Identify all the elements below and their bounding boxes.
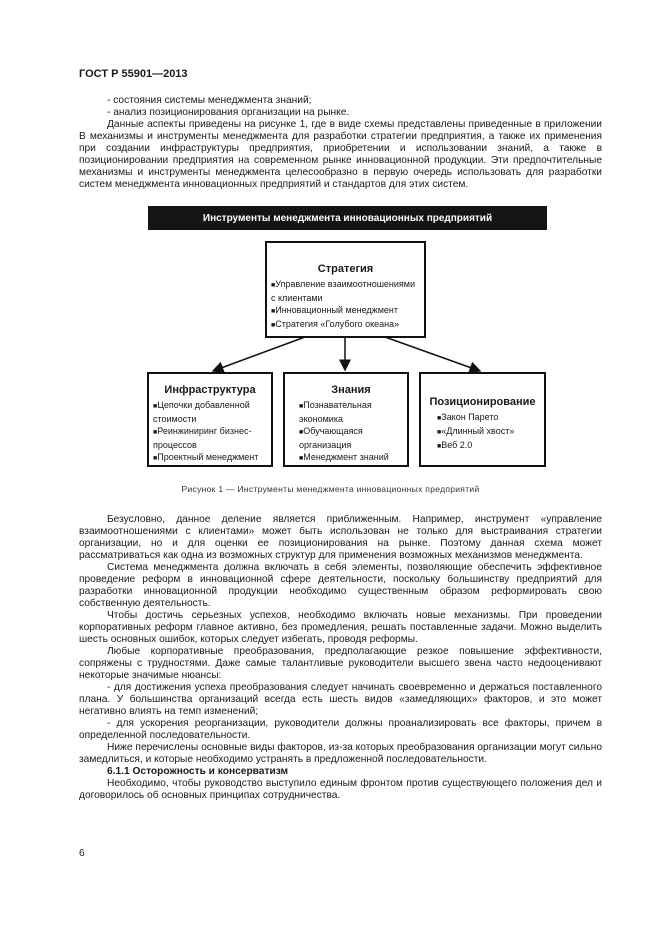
figure-caption: Рисунок 1 — Инструменты менеджмента инновационных предприятий	[181, 484, 480, 494]
box-item: ■ Цепочки добавленной стоимости	[153, 399, 267, 425]
infrastructure-box	[147, 372, 273, 467]
strategy-box	[265, 241, 426, 338]
box-item: ■ Инновационный менеджмент	[271, 304, 420, 318]
page-number: 6	[79, 848, 85, 859]
box-item: ■ Менеджмент знаний	[299, 451, 403, 465]
box-title: Стратегия	[317, 263, 374, 275]
paragraph: Система менеджмента должна включать в себя элементы, позволяющие обеспечить эффективное проведение реформ в инновационной сфере деятельности, поскольку большинству предприятий для разработки инновационной продукции необходимо существенным образом реформировать свою собственную деятельность.	[79, 562, 602, 609]
box-item: ■ Реинжиниринг бизнес-процессов	[153, 425, 267, 451]
body-text	[79, 514, 602, 802]
box-item: ■ Стратегия «Голубого океана»	[271, 318, 420, 332]
box-title: Инфраструктура	[164, 384, 256, 396]
bullet-item: - для ускорения реорганизации, руководители должны проанализировать все факторы, причем в определенной последовательности.	[79, 718, 602, 741]
box-title: Знания	[331, 384, 371, 396]
paragraph: Необходимо, чтобы руководство выступило единым фронтом против существующего положения дел и договорилось об основных принципах сотрудничества.	[79, 778, 602, 801]
paragraph: Безусловно, данное деление является приближенным. Например, инструмент «управление взаимоотношениями с клиентами» может быть использован не только для выстраивания стратегии организации, но и для оценки ее позиционирования на рынке. Поэтому данная схема может рассматриваться как одна из возможных структур для применения возможных механизмов менеджмента.	[79, 514, 602, 561]
box-item: ■ Управление взаимоотношениями с клиентами	[271, 278, 420, 304]
box-item: ■ Познавательная экономика	[299, 399, 403, 425]
figure-title: Инструменты менеджмента инновационных предприятий	[148, 206, 547, 230]
bullet-item: - анализ позиционирования организации на рынке.	[107, 107, 350, 118]
document-header: ГОСТ Р 55901—2013	[79, 68, 188, 80]
positioning-box	[419, 372, 546, 467]
paragraph: Ниже перечислены основные виды факторов, из-за которых преобразования организации могут сильно замедлиться, и которые необходимо устранять в предложенной последовательности.	[79, 742, 602, 765]
paragraph: Данные аспекты приведены на рисунке 1, где в виде схемы представлены приведенные в приложении В механизмы и инструменты менеджмента для разработки стратегии предприятия, а также их применения при создании инфраструктуры предприятия, приобретении и использовании знаний, а также в позиционировании предприятия на современном рынке инновационной продукции. Эти предпочтительные механизмы и инструменты менеджмента целесообразно в первую очередь использовать для разработки систем менеджмента инновационных предприятий и стандартов для этих систем.	[79, 119, 602, 190]
arrow-infra	[213, 337, 305, 371]
bullet-item: - для достижения успеха преобразования следует начинать своевременно и держаться поставленного плана. У большинства организаций всегда есть шесть видов «замедляющих» факторов, и это может негативно влиять на темп изменений;	[79, 682, 602, 717]
bullet-item: - состояния системы менеджмента знаний;	[107, 95, 312, 106]
box-item: ■ Обучающаяся организация	[299, 425, 403, 451]
box-item: ■ «Длинный хвост»	[437, 425, 540, 439]
knowledge-box	[283, 372, 409, 467]
box-item: ■ Закон Парето	[437, 411, 540, 425]
paragraph: Любые корпоративные преобразования, предполагающие резкое повышение эффективности, сопряжены с трудностями. Даже самые талантливые руководители высшего звена часто недооценивают некоторые значимые нюансы:	[79, 646, 602, 681]
box-item: ■ Веб 2.0	[437, 439, 540, 453]
paragraph: Чтобы достичь серьезных успехов, необходимо включать новые механизмы. При проведении корпоративных реформ главное активно, без промедления, решать поставленные задачи. Можно выделить шесть основных ошибок, которых следует избегать, проводя реформы.	[79, 610, 602, 645]
arrow-positioning	[385, 337, 480, 371]
section-heading: 6.1.1 Осторожность и консерватизм	[107, 766, 289, 777]
box-item: ■ Проектный менеджмент	[153, 451, 267, 465]
box-title: Позиционирование	[429, 396, 536, 408]
